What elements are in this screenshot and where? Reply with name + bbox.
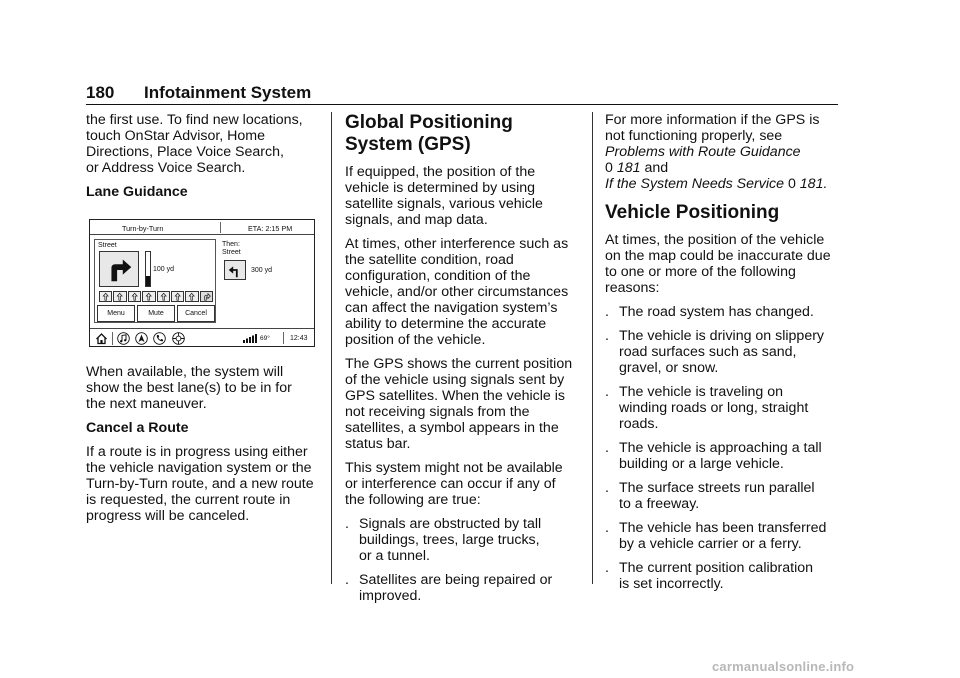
text-line: When available, the system will <box>86 364 284 380</box>
more-info-paragraph <box>605 112 843 192</box>
text-line: not functioning properly, see <box>605 128 783 144</box>
lane-straight-icon <box>157 291 170 302</box>
route-guidance-link[interactable]: Problems with Route Guidance <box>605 144 801 160</box>
text-line: Directions, Place Voice Search, <box>86 144 284 160</box>
current-maneuver-panel <box>94 239 216 323</box>
figure-top-bar <box>90 220 314 235</box>
text-line: satellite signals, various vehicle <box>345 196 543 212</box>
text-line: to one or more of the following <box>605 264 796 280</box>
positioning-bullet <box>605 440 843 472</box>
text-line: ability to determine the accurate <box>345 316 547 332</box>
lane-turn-right-icon <box>200 291 213 302</box>
lane-straight-icon <box>113 291 126 302</box>
page-ref-number[interactable]: 181 <box>616 160 641 176</box>
figure-separator <box>220 222 221 233</box>
text-line: show the best lane(s) to be in for <box>86 380 292 396</box>
bullet-marker: . <box>605 520 609 536</box>
turn-right-arrow-icon <box>99 251 139 287</box>
bullet-marker: . <box>605 384 609 400</box>
page-ref-number[interactable]: 181. <box>799 176 828 192</box>
text-line: If a route is in progress using either <box>86 444 308 460</box>
text-line: reasons: <box>605 280 660 296</box>
text-line: is set incorrectly. <box>619 576 724 592</box>
lane-guidance-row <box>99 291 213 302</box>
text-line: Signals are obstructed by tall <box>359 516 542 532</box>
text-line: the satellite condition, road <box>345 252 514 268</box>
gps-bullet <box>345 516 583 564</box>
text-line: can affect the navigation system’s <box>345 300 558 316</box>
mute-button[interactable]: Mute <box>137 305 175 322</box>
temperature-readout: 69° <box>260 335 270 342</box>
text-line: Satellites are being repaired or <box>359 572 553 588</box>
watermark: carmanualsonline.info <box>712 659 855 674</box>
text-line: the first use. To find new locations, <box>86 112 303 128</box>
turn-by-turn-figure <box>89 219 315 347</box>
column-divider-2 <box>592 112 593 584</box>
home-icon[interactable] <box>95 332 108 345</box>
text-line: gravel, or snow. <box>619 360 719 376</box>
text-line: progress will be canceled. <box>86 508 250 524</box>
text-line: buildings, trees, large trucks, <box>359 532 540 548</box>
gps-paragraph-2 <box>345 236 583 348</box>
text-line: improved. <box>359 588 422 604</box>
text-line: of the vehicle using signals sent by <box>345 372 565 388</box>
bullet-marker: . <box>605 440 609 456</box>
text-line: the vehicle navigation system or the <box>86 460 312 476</box>
bullet-marker: . <box>605 480 609 496</box>
column-divider-1 <box>331 112 332 584</box>
text-line: For more information if the GPS is <box>605 112 820 128</box>
positioning-bullet <box>605 520 843 552</box>
next-maneuver-panel <box>220 239 312 323</box>
nav-icon[interactable] <box>135 332 148 345</box>
positioning-bullet <box>605 328 843 376</box>
phone-icon[interactable] <box>153 332 166 345</box>
lane-straight-icon <box>128 291 141 302</box>
text-line: The current position calibration <box>619 560 813 576</box>
bullet-marker: . <box>605 304 609 320</box>
gps-paragraph-1 <box>345 164 583 228</box>
text-line: on the map could be inaccurate due <box>605 248 831 264</box>
next-street: Street <box>222 249 241 256</box>
text-line: building or a large vehicle. <box>619 456 784 472</box>
text-line: is requested, the current route in <box>86 492 291 508</box>
page-header <box>86 83 838 105</box>
section-title: Infotainment System <box>144 83 312 102</box>
text-line: The road system has changed. <box>619 304 814 320</box>
text-line: status bar. <box>345 436 411 452</box>
lane-straight-icon <box>171 291 184 302</box>
then-label: Then: <box>222 241 240 248</box>
column-2 <box>345 112 583 612</box>
cancel-route-heading: Cancel a Route <box>86 420 189 436</box>
gps-bullet <box>345 572 583 604</box>
menu-button[interactable]: Menu <box>97 305 135 322</box>
text-line: This system might not be available <box>345 460 563 476</box>
text-line: roads. <box>619 416 659 432</box>
text-line: not receiving signals from the <box>345 404 530 420</box>
positioning-bullet <box>605 384 843 432</box>
text-line: The vehicle is driving on slippery <box>619 328 825 344</box>
text-line: or interference can occur if any of <box>345 476 556 492</box>
and-text: and <box>644 160 669 176</box>
positioning-bullet-list <box>605 304 843 592</box>
bullet-marker: . <box>345 516 349 532</box>
status-separator <box>283 332 284 344</box>
text-line: signals, and map data. <box>345 212 488 228</box>
heading-line: Global Positioning <box>345 112 513 133</box>
text-line: The vehicle is approaching a tall <box>619 440 822 456</box>
text-line: The surface streets run parallel <box>619 480 815 496</box>
vehicle-positioning-heading: Vehicle Positioning <box>605 202 780 223</box>
text-line: touch OnStar Advisor, Home <box>86 128 266 144</box>
text-line: The GPS shows the current position <box>345 356 573 372</box>
text-line: position of the vehicle. <box>345 332 486 348</box>
apps-icon[interactable] <box>172 332 185 345</box>
text-line: The vehicle is traveling on <box>619 384 784 400</box>
text-line: by a vehicle carrier or a ferry. <box>619 536 802 552</box>
gps-paragraph-4 <box>345 460 583 508</box>
heading-line: System (GPS) <box>345 134 471 155</box>
positioning-bullet <box>605 480 843 512</box>
positioning-paragraph <box>605 232 843 296</box>
bullet-marker: . <box>605 328 609 344</box>
clock-readout: 12:43 <box>290 335 308 342</box>
text-line: winding roads or long, straight <box>619 400 809 416</box>
text-line: road surfaces such as sand, <box>619 344 797 360</box>
text-line: satellites, a symbol appears in the <box>345 420 559 436</box>
text-line: the following are true: <box>345 492 481 508</box>
distance-bar-fill <box>146 276 150 286</box>
figure-status-bar <box>90 328 314 347</box>
cancel-button[interactable]: Cancel <box>177 305 215 322</box>
keep-left-arrow-icon <box>224 260 246 280</box>
lane-guidance-paragraph <box>86 364 324 412</box>
text-line: vehicle is determined by using <box>345 180 536 196</box>
status-separator <box>112 332 113 345</box>
bullet-marker: . <box>605 560 609 576</box>
figure-title: Turn-by-Turn <box>122 224 164 233</box>
signal-strength-icon <box>243 334 258 343</box>
lane-straight-icon <box>99 291 112 302</box>
next-distance: 300 yd <box>251 267 273 274</box>
bullet-marker: . <box>345 572 349 588</box>
current-street: Street <box>98 242 117 249</box>
text-line: GPS satellites. When the vehicle is <box>345 388 566 404</box>
page-number: 180 <box>86 83 115 102</box>
text-line: the next maneuver. <box>86 396 207 412</box>
text-line: The vehicle has been transferred <box>619 520 827 536</box>
positioning-bullet <box>605 560 843 592</box>
gps-paragraph-3 <box>345 356 583 452</box>
text-line: or Address Voice Search. <box>86 160 246 176</box>
column-3 <box>605 112 843 600</box>
positioning-bullet <box>605 304 843 320</box>
page-ref-icon: 0 <box>605 160 613 176</box>
text-line: vehicle, and/or other circumstances <box>345 284 569 300</box>
text-line: Turn-by-Turn route, and a new route <box>86 476 314 492</box>
reference-line-2 <box>605 176 843 192</box>
text-line: At times, other interference such as <box>345 236 569 252</box>
lane-guidance-heading: Lane Guidance <box>86 184 188 200</box>
distance-bar <box>145 251 151 287</box>
intro-paragraph <box>86 112 324 176</box>
page-ref-icon: 0 <box>787 176 796 192</box>
text-line: or a tunnel. <box>359 548 430 564</box>
cancel-route-paragraph <box>86 444 324 524</box>
gps-heading <box>345 112 583 156</box>
figure-button-row <box>97 305 215 322</box>
text-line: If equipped, the position of the <box>345 164 536 180</box>
text-line: At times, the position of the vehicle <box>605 232 825 248</box>
reference-line-1 <box>605 160 843 176</box>
text-line: configuration, condition of the <box>345 268 531 284</box>
distance-to-maneuver: 100 yd <box>153 266 175 273</box>
music-icon[interactable] <box>117 332 130 345</box>
lane-straight-icon <box>185 291 198 302</box>
figure-eta: ETA: 2:15 PM <box>248 224 293 233</box>
system-service-link[interactable]: If the System Needs Service <box>605 176 784 192</box>
lane-straight-icon <box>142 291 155 302</box>
text-line: to a freeway. <box>619 496 700 512</box>
